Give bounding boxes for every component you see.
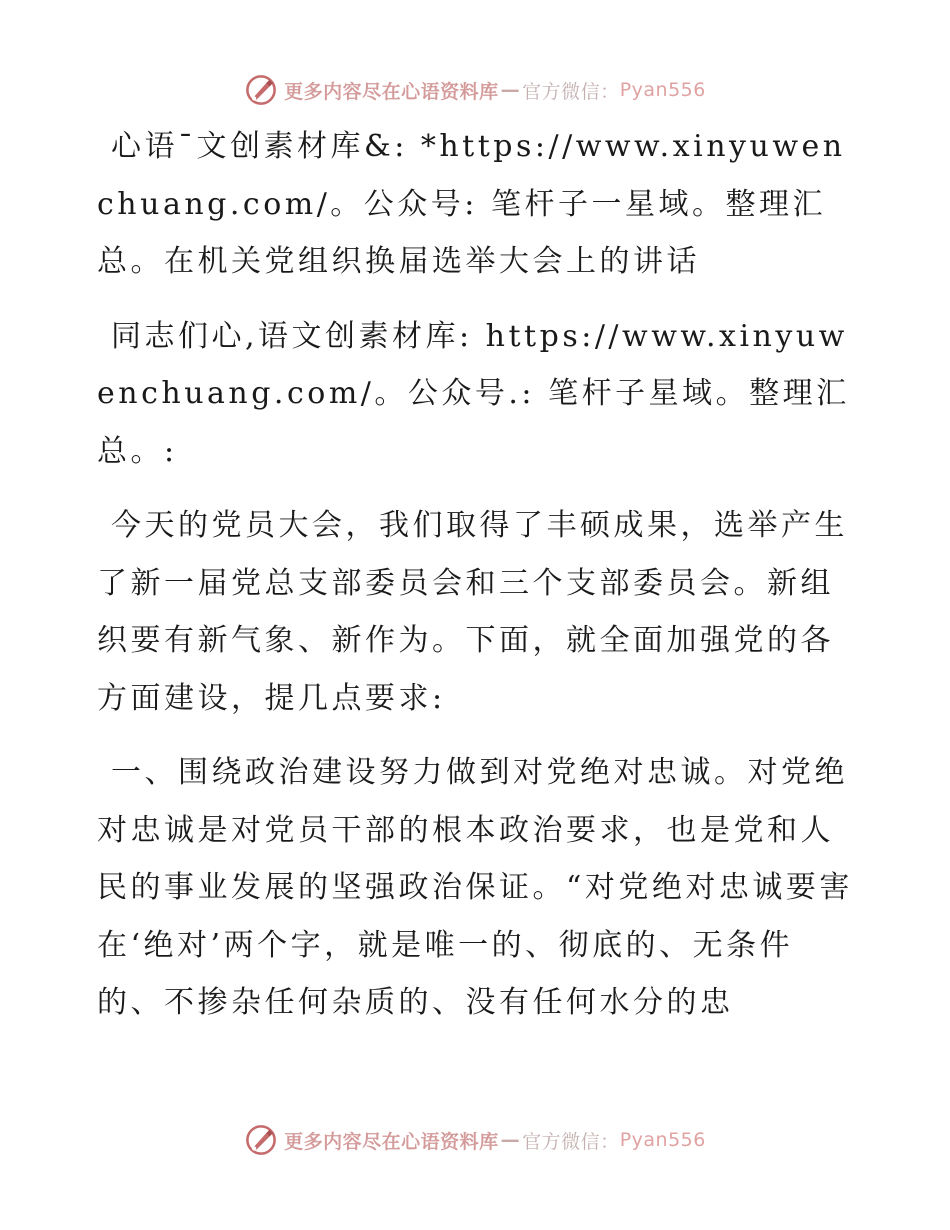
- footer-watermark: [0, 1120, 950, 1160]
- watermark-site-text: 更多内容尽在心语资料库: [284, 1130, 499, 1153]
- pen-logo-icon: [244, 1123, 278, 1157]
- watermark-site-text: 更多内容尽在心语资料库: [284, 80, 499, 103]
- watermark-wechat-handle: Pyan556: [619, 1129, 706, 1151]
- watermark-wechat-label: 官方微信：: [522, 80, 620, 103]
- watermark-wechat-label: 官方微信：: [522, 1130, 620, 1153]
- paragraph-title: 心语¯文创素材库&: *https://www.xinyuwenchuang.com/。公众号: 笔杆子一星域。整理汇总。在机关党组织换届选举大会上的讲话: [97, 129, 846, 279]
- watermark-dash: —: [500, 79, 521, 101]
- document-body: [97, 118, 857, 1049]
- paragraph-intro: 今天的党员大会，我们取得了丰硕成果，选举产生了新一届党总支部委员会和三个支部委员会。新组织要有新气象、新作为。下面，就全面加强党的各方面建设，提几点要求:: [97, 508, 848, 716]
- watermark-dash: —: [500, 1129, 521, 1151]
- pen-logo-icon: [244, 73, 278, 107]
- header-watermark: [0, 70, 950, 110]
- paragraph-section-one: 一、围绕政治建设努力做到对党绝对忠诚。对党绝对忠诚是对党员干部的根本政治要求，也是党和人民的事业发展的坚强政治保证。“对党绝对忠诚要害在‘绝对’两个字，就是唯一的、彻底的、无条件的、不掺杂任何杂质的、没有任何水分的忠: [97, 755, 853, 1020]
- watermark-wechat-handle: Pyan556: [619, 79, 706, 101]
- paragraph-greeting: 同志们心,语文创素材库: https://www.xinyuwenchuang.com/。公众号.: 笔杆子星域。整理汇总。:: [97, 318, 850, 469]
